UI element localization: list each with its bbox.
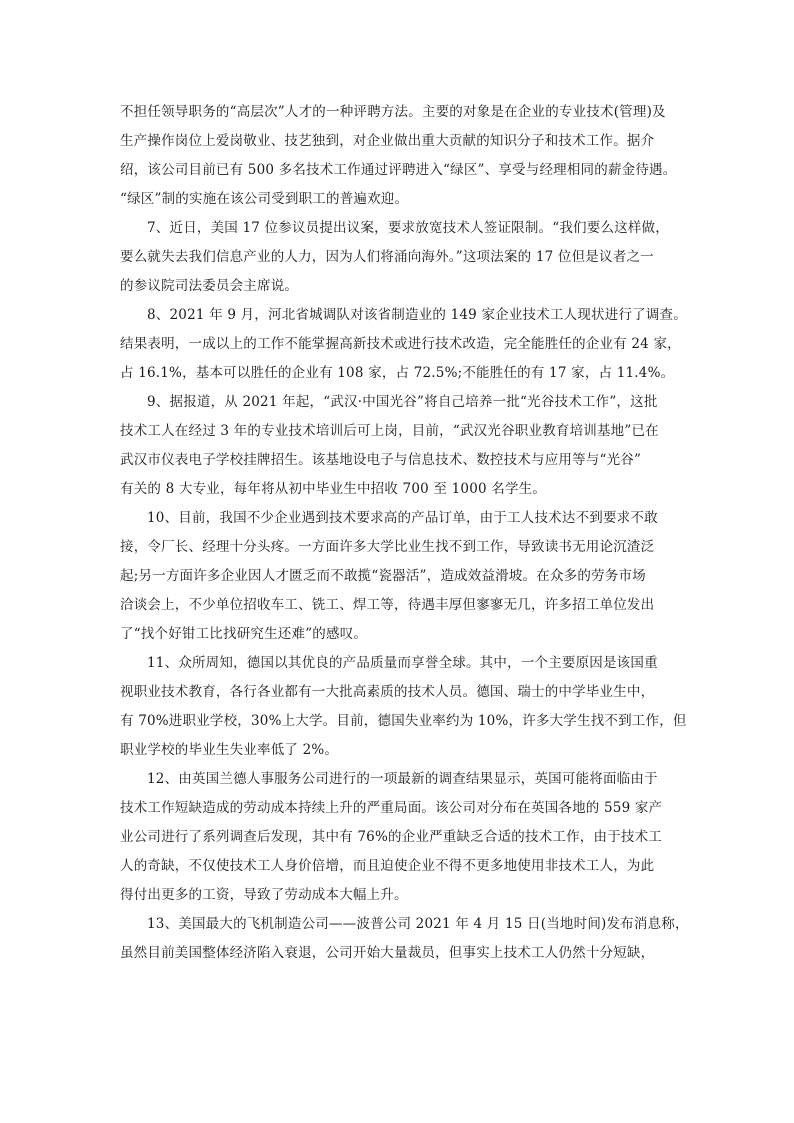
- text-line: 武汉市仪表电子学校挂牌招生。该基地设电子与信息技术、数控技术与应用等与“光谷”: [120, 452, 642, 468]
- text-line: 技术工作短缺造成的劳动成本持续上升的严重局面。该公司对分布在英国各地的 559 家产: [120, 800, 663, 816]
- text-line: 有关的 8 大专业，每年将从初中毕业生中招收 700 至 1000 名学生。: [120, 481, 547, 497]
- document-body: [120, 98, 689, 968]
- text-line: 有 70%进职业学校，30%上大学。目前，德国失业率约为 10%，许多大学生找不到工作，但: [120, 713, 687, 729]
- text-line: 视职业技术教育，各行各业都有一大批高素质的技术人员。德国、瑞士的中学毕业生中，: [120, 684, 655, 700]
- text-line: 占 16.1%，基本可以胜任的企业有 108 家，占 72.5%;不能胜任的有 17 家，占 11.4%。: [120, 365, 675, 381]
- text-line: 要么就失去我们信息产业的人力，因为人们将涌向海外。”这项法案的 17 位但是议者之一: [120, 249, 654, 265]
- paragraph-10: [120, 504, 680, 649]
- text-line: “绿区”制的实施在该公司受到职工的普遍欢迎。: [120, 191, 409, 207]
- paragraph-8: [120, 301, 687, 388]
- text-line: 技术工人在经过 3 年的专业技术培训后可上岗，目前，“武汉光谷职业教育培训基地”已在: [120, 423, 659, 439]
- paragraph-continuation: [120, 98, 680, 214]
- text-line: 的参议院司法委员会主席说。: [120, 278, 299, 294]
- paragraph-7: [120, 214, 680, 301]
- text-line: 职业学校的毕业生失业率低了 2%。: [120, 742, 339, 758]
- text-line: 绍，该公司目前已有 500 多名技术工作通过评聘进入“绿区”、享受与经理相同的薪金待遇。: [120, 162, 677, 178]
- text-line: 业公司进行了系列调查后发现，其中有 76%的企业严重缺乏合适的技术工作，由于技术工: [120, 829, 662, 845]
- text-line: 起;另一方面许多企业因人才匮乏而不敢揽“瓷器活”，造成效益滑坡。在众多的劳务市场: [120, 568, 646, 584]
- text-line: 洽谈会上，不少单位招收车工、铣工、焊工等，待遇丰厚但寥寥无几，许多招工单位发出: [120, 597, 655, 613]
- paragraph-9: [120, 388, 680, 504]
- text-line: 接，令厂长、经理十分头疼。一方面许多大学比业生找不到工作，导致读书无用论沉渣泛: [120, 539, 655, 555]
- text-line: 生产操作岗位上爱岗敬业、技艺独到，对企业做出重大贡献的知识分子和技术工作。据介: [120, 133, 655, 149]
- text-line: 12、由英国兰德人事服务公司进行的一项最新的调查结果显示，英国可能将面临由于: [147, 771, 658, 787]
- text-line: 11、众所周知，德国以其优良的产品质量而享誉全球。其中，一个主要原因是该国重: [147, 655, 658, 671]
- text-line: 13、美国最大的飞机制造公司——波普公司 2021 年 4 月 15 日(当地时间)发布消息称，: [147, 916, 689, 932]
- text-line: 7、近日，美国 17 位参议员提出议案，要求放宽技术人签证限制。“我们要么这样做，: [147, 220, 669, 236]
- text-line: 得付出更多的工资，导致了劳动成本大幅上升。: [120, 887, 408, 903]
- paragraph-13: [120, 910, 689, 968]
- text-line: 8、2021 年 9 月，河北省城调队对该省制造业的 149 家企业技术工人现状进行了调查。: [147, 307, 687, 323]
- text-line: 结果表明，一成以上的工作不能掌握高新技术或进行技术改造，完全能胜任的企业有 24 家，: [120, 336, 681, 352]
- text-line: 虽然目前美国整体经济陷入衰退，公司开始大量裁员，但事实上技术工人仍然十分短缺，: [120, 945, 655, 961]
- paragraph-11: [120, 649, 687, 765]
- text-line: 不担任领导职务的“高层次”人才的一种评聘方法。主要的对象是在企业的专业技术(管理)及: [120, 104, 666, 120]
- text-line: 10、目前，我国不少企业遇到技术要求高的产品订单，由于工人技术达不到要求不敢: [147, 510, 658, 526]
- text-line: 了“找个好钳工比找研究生还难”的感叹。: [120, 626, 368, 642]
- text-line: 人的奇缺，不仅使技术工人身价倍增，而且迫使企业不得不更多地使用非技术工人，为此: [120, 858, 655, 874]
- paragraph-12: [120, 765, 680, 910]
- text-line: 9、据报道，从 2021 年起，“武汉·中国光谷”将自己培养一批“光谷技术工作”，这批: [147, 394, 658, 410]
